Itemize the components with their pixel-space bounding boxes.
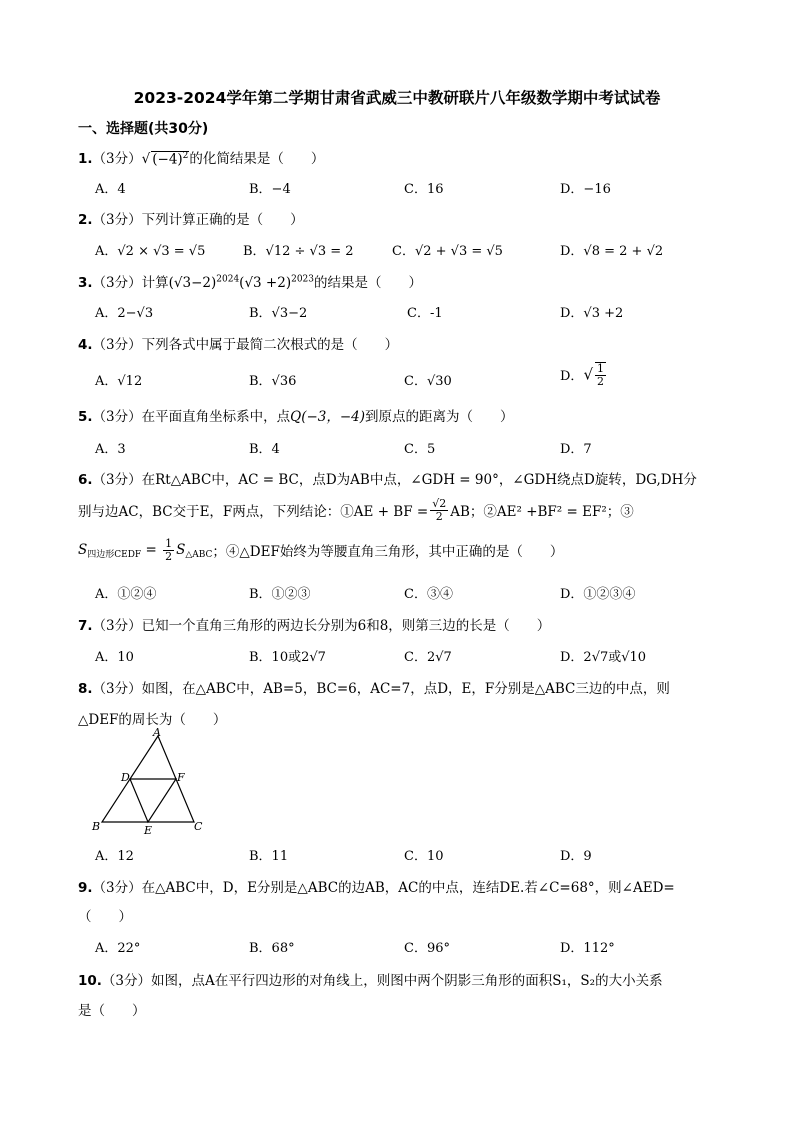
option-a[interactable]: A．22° — [95, 941, 141, 956]
question-9-line-1 — [78, 876, 675, 896]
option-d[interactable]: D．7 — [560, 442, 592, 457]
point-coordinate: Q(−3，−4) — [290, 409, 366, 425]
question-number: 7. — [78, 618, 93, 634]
option-d[interactable]: D．①②③④ — [560, 587, 636, 602]
triangle-figure — [88, 726, 208, 838]
option-c[interactable]: C．√30 — [404, 374, 452, 389]
triangle-def — [130, 779, 176, 822]
question-score: （3分） — [92, 275, 142, 291]
option-c[interactable]: C．96° — [404, 941, 450, 956]
question-text: ；④△DEF始终为等腰直角三角形，其中正确的是（ ） — [212, 544, 564, 561]
question-text: 的结果是（ ） — [314, 275, 422, 291]
question-number: 6. — [78, 472, 93, 488]
option-b[interactable]: B．11 — [249, 849, 289, 864]
option-a[interactable]: A．12 — [95, 849, 134, 864]
option-b[interactable]: B．4 — [249, 442, 280, 457]
option-a[interactable]: A．2−√3 — [95, 306, 154, 321]
option-a[interactable]: A．3 — [95, 442, 126, 457]
label-e: E — [144, 824, 153, 837]
question-7 — [78, 614, 550, 634]
question-number: 10. — [78, 973, 102, 989]
question-score: （3分） — [92, 681, 142, 697]
fraction: $\frac{√2}{2}$ — [432, 497, 447, 523]
label-a: A — [153, 726, 161, 739]
question-text: (√3 +2) — [239, 275, 292, 291]
area-symbol: S — [78, 542, 88, 559]
option-b[interactable]: B．10或2√7 — [249, 650, 326, 665]
question-number: 1. — [78, 151, 93, 167]
option-a[interactable]: A．√2 × √3 = √5 — [95, 244, 206, 259]
question-text: △DEF的周长为（ ） — [78, 712, 227, 728]
question-6-line-2 — [78, 498, 634, 522]
question-text: 下列计算正确的是（ ） — [141, 212, 304, 228]
label-d: D — [121, 771, 130, 784]
question-text: 在平面直角坐标系中，点 — [141, 409, 291, 425]
question-text: 别与边AC，BC交于E，F两点，下列结论：①AE + BF = — [78, 504, 429, 521]
question-number: 3. — [78, 275, 93, 291]
question-number: 5. — [78, 409, 93, 425]
question-number: 9. — [78, 880, 93, 896]
subscript: △ABC — [185, 550, 213, 561]
option-c[interactable]: C．16 — [404, 182, 444, 197]
question-text: 是（ ） — [78, 1003, 146, 1019]
question-score: （3分） — [92, 409, 142, 425]
question-6-line-1 — [78, 468, 697, 488]
section-heading: 一、选择题(共30分) — [78, 121, 209, 137]
exponent: 2023 — [291, 274, 314, 285]
question-10-line-2 — [78, 999, 146, 1019]
option-b[interactable]: B．√36 — [249, 374, 297, 389]
question-text: 如图，点A在平行四边形的对角线上，则图中两个阴影三角形的面积S₁，S₂的大小关系 — [151, 973, 663, 989]
option-a[interactable]: A．①②④ — [95, 587, 157, 602]
question-10-line-1 — [78, 969, 663, 989]
question-6-line-3 — [78, 538, 563, 562]
option-a[interactable]: A．4 — [95, 182, 126, 197]
subscript: 四边形CEDF — [87, 550, 142, 561]
fraction: $\frac{1}{2}$ — [165, 537, 173, 563]
label-f: F — [177, 771, 185, 784]
question-score: （3分） — [92, 212, 142, 228]
question-score: （3分） — [92, 337, 142, 353]
sqrt-expression: √ $(-4)^2$ — [141, 150, 189, 167]
equals: = — [141, 542, 162, 559]
question-2 — [78, 208, 304, 228]
question-score: （3分） — [92, 880, 142, 896]
question-score: （3分） — [92, 472, 142, 488]
question-text: 已知一个直角三角形的两边长分别为6和8，则第三边的长是（ ） — [141, 618, 551, 634]
question-3 — [78, 271, 422, 291]
option-c[interactable]: C．2√7 — [404, 650, 452, 665]
exponent: 2024 — [216, 274, 240, 285]
sqrt-sign: √ — [583, 365, 593, 384]
question-text: 如图，在△ABC中，AB=5，BC=6，AC=7，点D，E，F分别是△ABC三边的中点，则 — [141, 681, 670, 697]
option-b[interactable]: B．√12 ÷ √3 = 2 — [243, 244, 354, 259]
question-4 — [78, 333, 398, 353]
question-text: 到原点的距离为（ ） — [365, 409, 514, 425]
question-text: 计算(√3−2) — [141, 275, 217, 291]
question-number: 8. — [78, 681, 93, 697]
option-b[interactable]: B．①②③ — [249, 587, 311, 602]
question-number: 2. — [78, 212, 93, 228]
option-d[interactable] — [560, 362, 608, 387]
option-c[interactable]: C．-1 — [407, 306, 443, 321]
option-b[interactable]: B．−4 — [249, 182, 291, 197]
question-score: （3分） — [92, 618, 142, 634]
fraction: $\frac{1}{2}$ — [597, 362, 604, 388]
option-a[interactable]: A．√12 — [95, 374, 143, 389]
question-score: （3分） — [92, 151, 142, 167]
question-text: （ ） — [78, 909, 132, 925]
question-8-line-2 — [78, 708, 226, 728]
option-d[interactable]: D．9 — [560, 849, 592, 864]
option-c[interactable]: C．③④ — [404, 587, 453, 602]
option-d[interactable]: D．√8 = 2 + √2 — [560, 244, 664, 259]
question-9-line-2 — [78, 905, 132, 925]
exam-title: 2023-2024学年第二学期甘肃省武威三中教研联片八年级数学期中考试试卷 — [133, 89, 661, 107]
question-number: 4. — [78, 337, 93, 353]
option-c[interactable]: C．5 — [404, 442, 436, 457]
question-1 — [78, 147, 324, 167]
option-label: D． — [560, 369, 584, 385]
question-score: （3分） — [101, 973, 152, 989]
question-text: 在△ABC中，D，E分别是△ABC的边AB，AC的中点，连结DE.若∠C=68°，则∠AED= — [141, 880, 675, 896]
question-text: AB；②AE² +BF² = EF²；③ — [450, 504, 634, 521]
option-b[interactable]: B．√3−2 — [249, 306, 308, 321]
option-d[interactable]: D．√3 +2 — [560, 306, 624, 321]
question-5 — [78, 405, 514, 425]
option-c[interactable]: C．√2 + √3 = √5 — [392, 244, 503, 259]
option-a[interactable]: A．10 — [95, 650, 134, 665]
label-b: B — [92, 820, 101, 833]
option-d[interactable]: D．2√7或√10 — [560, 650, 647, 665]
label-c: C — [194, 820, 203, 833]
area-symbol: S — [176, 542, 186, 559]
question-text: 下列各式中属于最简二次根式的是（ ） — [141, 337, 399, 353]
option-b[interactable]: B．68° — [249, 941, 295, 956]
question-text: 的化简结果是（ ） — [189, 151, 325, 167]
question-text: 在Rt△ABC中，AC = BC，点D为AB中点，∠GDH = 90°，∠GDH绕点D旋转，DG,DH分 — [141, 472, 697, 488]
question-8-line-1 — [78, 677, 670, 697]
option-d[interactable]: D．112° — [560, 941, 615, 956]
option-c[interactable]: C．10 — [404, 849, 444, 864]
option-d[interactable]: D．−16 — [560, 182, 611, 197]
